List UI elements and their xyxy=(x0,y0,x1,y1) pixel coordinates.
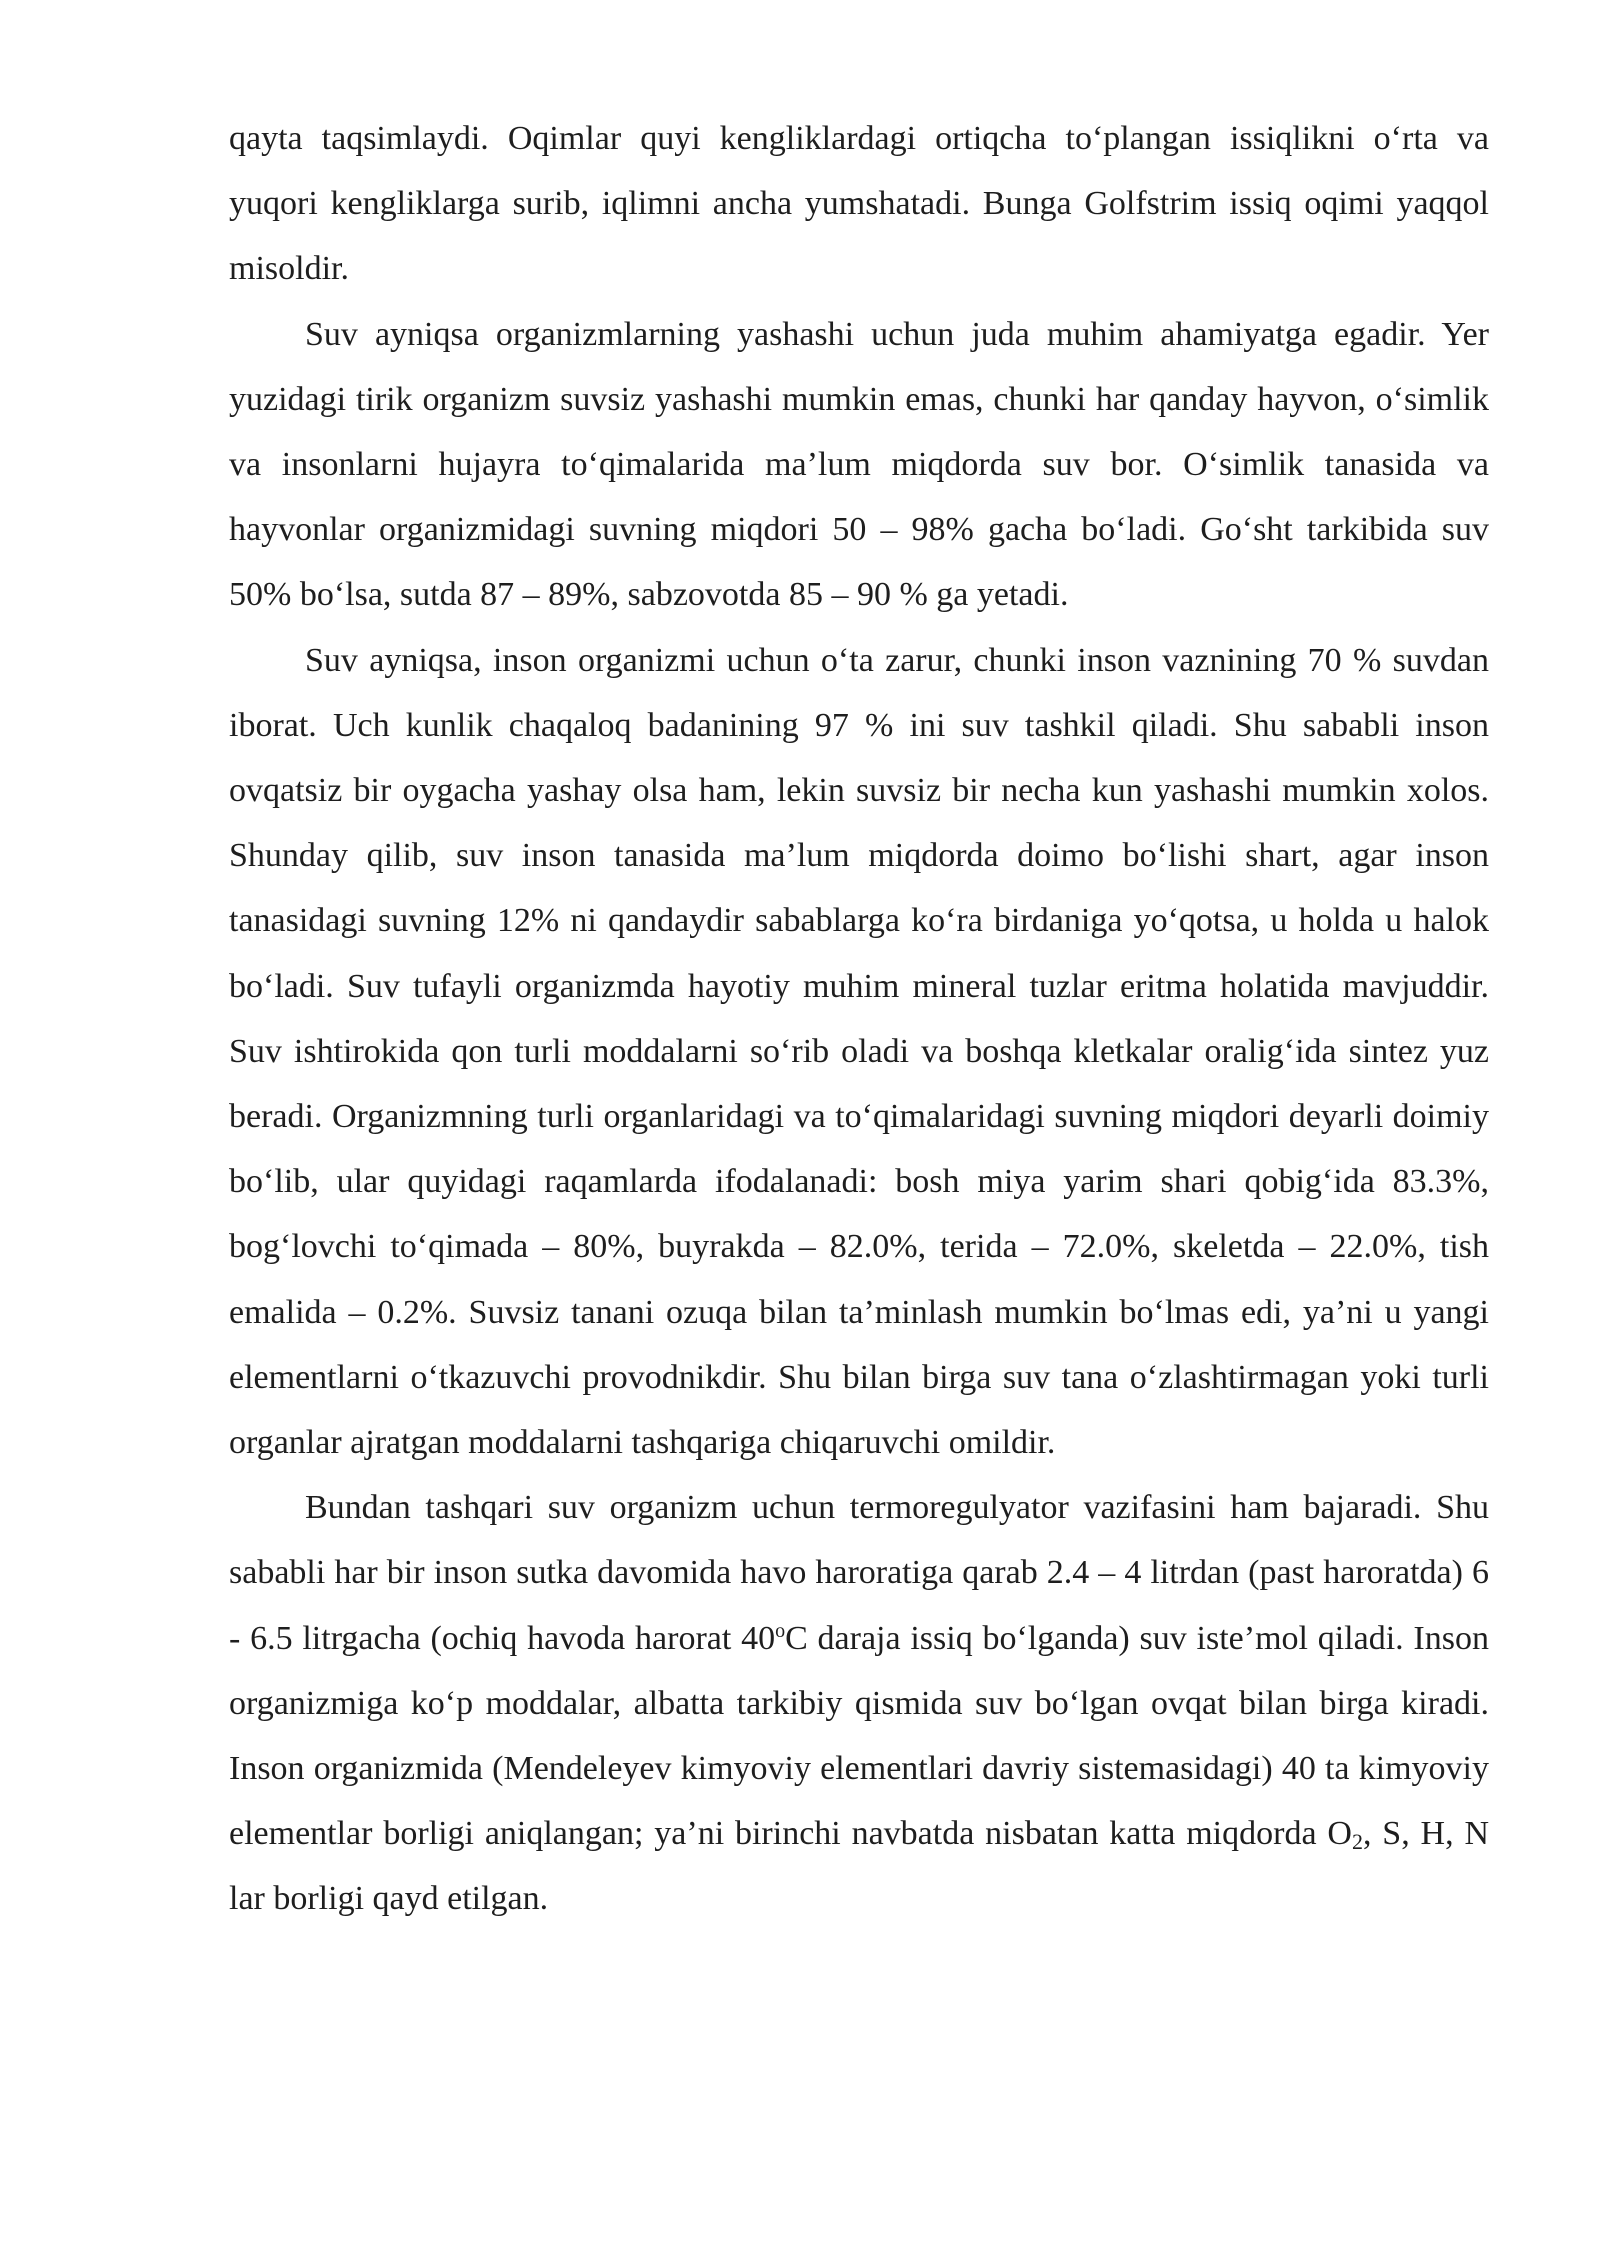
paragraph-ocean-currents: qayta taqsimlaydi. Oqimlar quyi kengliklardagi ortiqcha to‘plangan issiqlikni o‘rta va yuqori kengliklarga surib, iqlimni ancha yumshatadi. Bunga Golfstrim issiq oqimi yaqqol misoldir. xyxy=(229,120,1489,288)
paragraph-water-human-body: Suv ayniqsa, inson organizmi uchun o‘ta zarur, chunki inson vaznining 70 % suvdan iborat. Uch kunlik chaqaloq badanining 97 % ini suv tashkil qiladi. Shu sababli inson ovqatsiz bir oygacha yashay olsa ham, lekin suvsiz bir necha kun yashashi mumkin xolos. Shunday qilib, suv inson tanasida ma’lum miqdorda doimo bo‘lishi shart, agar inson tanasidagi suvning 12% ni qandaydir sabablarga ko‘ra birdaniga yo‘qotsa, u holda u halok bo‘ladi. Suv tufayli organizmda hayotiy muhim mineral tuzlar eritma holatida mavjuddir. Suv ishtirokida qon turli moddalarni so‘rib oladi va boshqa kletkalar oralig‘ida sintez yuz beradi. Organizmning turli organlaridagi va to‘qimalaridagi suvning miqdori deyarli doimiy bo‘lib, ular quyidagi raqamlarda ifodalanadi: bosh miya yarim shari qobig‘ida 83.3%, bog‘lovchi to‘qimada – 80%, buyrakda – 82.0%, terida – 72.0%, skeletda – 22.0%, tish emalida – 0.2%. Suvsiz tanani ozuqa bilan ta’minlash mumkin bo‘lmas edi, ya’ni u yangi elementlarni o‘tkazuvchi provodnikdir. Shu bilan birga suv tana o‘zlashtirmagan yoki turli organlar ajratgan moddalarni tashqariga chiqaruvchi omildir. xyxy=(229,641,1489,1462)
paragraph-thermoregulation xyxy=(229,1475,1489,1931)
paragraph-text-part: , S, H, N lar borligi qayd etilgan. xyxy=(229,1815,1489,1918)
degree-superscript: o xyxy=(775,1619,786,1642)
paragraph-text-part: Bundan tashqari suv organizm uchun termoregulyator vazifasini ham bajaradi. Shu sababli har bir inson sutka davomida havo haroratiga qarab 2.4 – 4 litrdan (past haroratda) 6 - 6.5 litrgacha (ochiq havoda harorat 40 xyxy=(229,1489,1489,1657)
oxygen-subscript: 2 xyxy=(1351,1829,1363,1855)
document-page xyxy=(229,106,1489,1932)
paragraph-text-part: C daraja issiq bo‘lganda) suv iste’mol qiladi. Inson organizmiga ko‘p moddalar, albatta tarkibiy qismida suv bo‘lgan ovqat bilan birga kiradi. Inson organizmida (Mendeleyev kimyoviy elementlari davriy sistemasidagi) 40 ta kimyoviy elementlar borligi aniqlangan; ya’ni birinchi navbatda nisbatan katta miqdorda O xyxy=(229,1619,1489,1853)
paragraph-water-organisms: Suv ayniqsa organizmlarning yashashi uchun juda muhim ahamiyatga egadir. Yer yuzidagi tirik organizm suvsiz yashashi mumkin emas, chunki har qanday hayvon, o‘simlik va insonlarni hujayra to‘qimalarida ma’lum miqdorda suv bor. O‘simlik tanasida va hayvonlar organizmidagi suvning miqdori 50 – 98% gacha bo‘ladi. Go‘sht tarkibida suv 50% bo‘lsa, sutda 87 – 89%, sabzovotda 85 – 90 % ga yetadi. xyxy=(229,315,1489,614)
